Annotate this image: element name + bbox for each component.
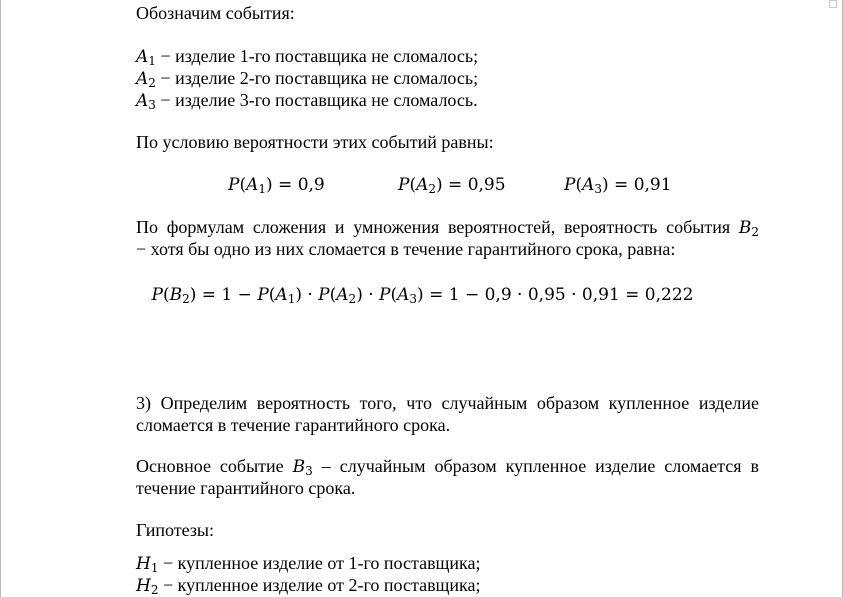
- probability-a3: $P(A_3) = 0,91$: [564, 175, 672, 196]
- event-text: − изделие 3-го поставщика не сломалось.: [155, 90, 478, 110]
- main-event-line2: течение гарантийного срока.: [136, 478, 356, 498]
- events-intro: Обозначим события:: [136, 3, 295, 23]
- corner-marker: [829, 0, 837, 8]
- event-sub: 3: [148, 98, 156, 112]
- event-sub: 1: [148, 54, 156, 68]
- formula-intro-line2: − хотя бы одно из них сломается в течение гарантийного срока, равна:: [136, 239, 676, 259]
- probability-a1: $P(A_1) = 0,9$: [228, 175, 325, 196]
- event-sub: 2: [148, 76, 156, 90]
- event-var: A: [136, 47, 149, 67]
- event-a2: [136, 67, 478, 90]
- probability-a2: $P(A_2) = 0,95$: [398, 175, 506, 196]
- event-a1: [136, 45, 478, 68]
- event-a3: [136, 89, 478, 112]
- event-text: − изделие 1-го поставщика не сломалось;: [155, 46, 479, 66]
- main-event-line1: Основное событие $B_3$ – случайным образом купленное изделие сломается в: [136, 456, 759, 478]
- event-text: − изделие 2-го поставщика не сломалось;: [155, 68, 479, 88]
- hypothesis-h2: $H_2$ − купленное изделие от 2-го поставщика;: [136, 575, 481, 597]
- condition-text: По условию вероятности этих событий равны:: [136, 132, 494, 152]
- hypotheses-title: Гипотезы:: [136, 520, 215, 540]
- hypothesis-h1: $H_1$ − купленное изделие от 1-го поставщика;: [136, 553, 481, 575]
- formula-intro-line1: По формулам сложения и умножения вероятностей, вероятность события $B_2$: [136, 217, 759, 239]
- step3-line2: сломается в течение гарантийного срока.: [136, 415, 451, 435]
- main-formula: $P(B_2) = 1 - P(A_1) \cdot P(A_2) \cdot P(A_3) = 1 - 0,9 \cdot 0,95 \cdot 0,91 = 0,222$: [151, 285, 694, 306]
- step3-line1: 3) Определим вероятность того, что случайным образом купленное изделие: [136, 393, 759, 413]
- event-var: A: [136, 69, 149, 89]
- probability-value: 0,9: [297, 175, 325, 195]
- event-var: A: [136, 91, 149, 111]
- probability-value: 0,95: [467, 175, 506, 195]
- probability-value: 0,91: [633, 175, 672, 195]
